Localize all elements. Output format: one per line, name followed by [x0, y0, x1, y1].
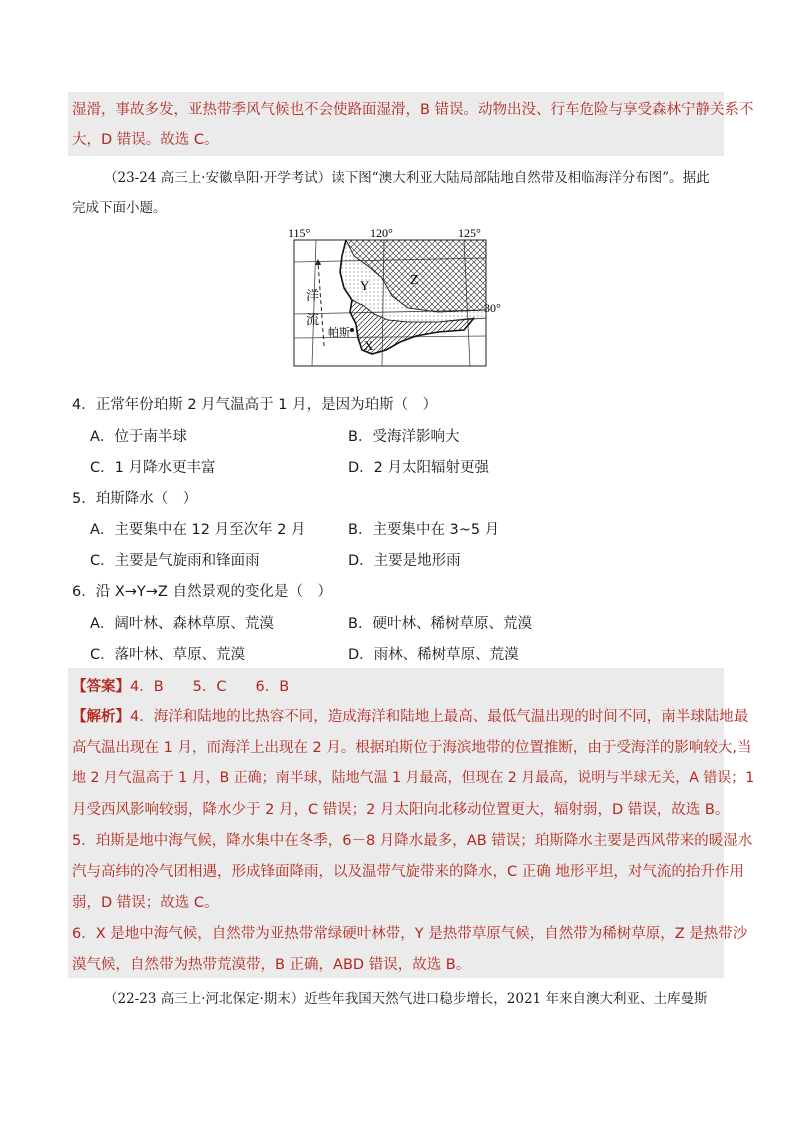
zone-label-x: X	[364, 338, 374, 353]
analysis-5-line-1: 5．珀斯是地中海气候，降水集中在冬季，6－8 月降水最多，AB 错误；珀斯降水主要是西风带来的暖湿水	[72, 833, 753, 849]
question-6-option-d[interactable]: D．雨林、稀树草原、荒漠	[348, 647, 519, 663]
answer-label: 【答案】	[72, 679, 130, 695]
question-5-stem: 5．珀斯降水（ ）	[72, 491, 198, 507]
question-4-option-d[interactable]: D．2 月太阳辐射更强	[348, 460, 489, 476]
analysis-4-line-2: 高气温出现在 1 月，而海洋上出现在 2 月。根据珀斯位于海滨地带的位置推断，由于受海洋的影响较大,当	[72, 740, 752, 756]
question-5-option-c[interactable]: C．主要是气旋雨和锋面雨	[90, 553, 260, 569]
question-5-option-a[interactable]: A．主要集中在 12 月至次年 2 月	[90, 522, 306, 538]
answer-line	[72, 675, 289, 696]
next-question-intro: （22-23 高三上·河北保定·期末）近些年我国天然气进口稳步增长，2021 年来自澳大利亚、土库曼斯	[104, 991, 708, 1007]
question-intro-line-2: 完成下面小题。	[72, 200, 167, 216]
question-6-option-c[interactable]: C．落叶林、草原、荒漠	[90, 647, 246, 663]
analysis-4-line-3: 地 2 月气温高于 1 月，B 正确；南半球，陆地气温 1 月最高，但现在 2 月最高，说明与半球无关，A 错误；1	[72, 770, 755, 786]
question-4-stem: 4．正常年份珀斯 2 月气温高于 1 月，是因为珀斯（ ）	[72, 397, 438, 413]
question-6-stem: 6．沿 X→Y→Z 自然景观的变化是（ ）	[72, 584, 332, 600]
ocean-current-label-2: 流	[306, 312, 320, 327]
perth-marker	[350, 328, 354, 332]
analysis-5-line-2: 汽与高纬的冷气团相遇，形成锋面降雨，以及温带气旋带来的降水，C 正确 地形平坦，对气流的抬升作用	[72, 864, 744, 880]
answer-text: 4．B 5．C 6．B	[130, 679, 290, 695]
lon-label-125: 125°	[458, 226, 481, 240]
question-6-option-b[interactable]: B．硬叶林、稀树草原、荒漠	[348, 616, 532, 632]
prev-explanation-line-2: 大，D 错误。故选 C。	[72, 132, 219, 148]
question-4-option-c[interactable]: C．1 月降水更丰富	[90, 460, 216, 476]
perth-label: 帕斯	[328, 327, 350, 339]
analysis-5-line-3: 弱，D 错误；故选 C。	[72, 895, 219, 911]
zone-label-z: Z	[410, 273, 419, 288]
question-4-option-a[interactable]: A．位于南半球	[90, 429, 187, 445]
ocean-current-label-1: 洋	[306, 288, 320, 303]
question-5-option-d[interactable]: D．主要是地形雨	[348, 553, 461, 569]
lon-label-115: 115°	[288, 226, 311, 240]
lon-label-120: 120°	[370, 226, 393, 240]
analysis-6-line-1: 6．X 是地中海气候，自然带为亚热带常绿硬叶林带，Y 是热带草原气候，自然带为稀树草原，Z 是热带沙	[72, 926, 748, 942]
australia-natural-zone-map	[288, 226, 506, 372]
analysis-4-line-4: 月受西风影响较弱，降水少于 2 月，C 错误；2 月太阳向北移动位置更大，辐射弱，D 错误，故选 B。	[72, 802, 730, 818]
question-intro-line-1: （23-24 高三上·安徽阜阳·开学考试）读下图“澳大利亚大陆局部陆地自然带及相临海洋分布图”。据此	[104, 170, 710, 186]
question-4-option-b[interactable]: B．受海洋影响大	[348, 429, 460, 445]
lat-label-30: 30°	[484, 301, 501, 315]
analysis-4-line-1	[72, 705, 748, 726]
prev-explanation-line-1: 湿滑，事故多发，亚热带季风气候也不会使路面湿滑，B 错误。动物出没、行车危险与享受森林宁静关系不	[72, 102, 754, 118]
analysis-label: 【解析】	[72, 709, 130, 725]
zone-label-y: Y	[360, 278, 370, 293]
question-5-option-b[interactable]: B．主要集中在 3~5 月	[348, 522, 500, 538]
analysis-4-line-1-text: 4．海洋和陆地的比热容不同，造成海洋和陆地上最高、最低气温出现的时间不同，南半球陆地最	[130, 709, 749, 725]
question-6-option-a[interactable]: A．阔叶林、森林草原、荒漠	[90, 616, 274, 632]
analysis-6-line-2: 漠气候，自然带为热带荒漠带，B 正确，ABD 错误，故选 B。	[72, 957, 471, 973]
